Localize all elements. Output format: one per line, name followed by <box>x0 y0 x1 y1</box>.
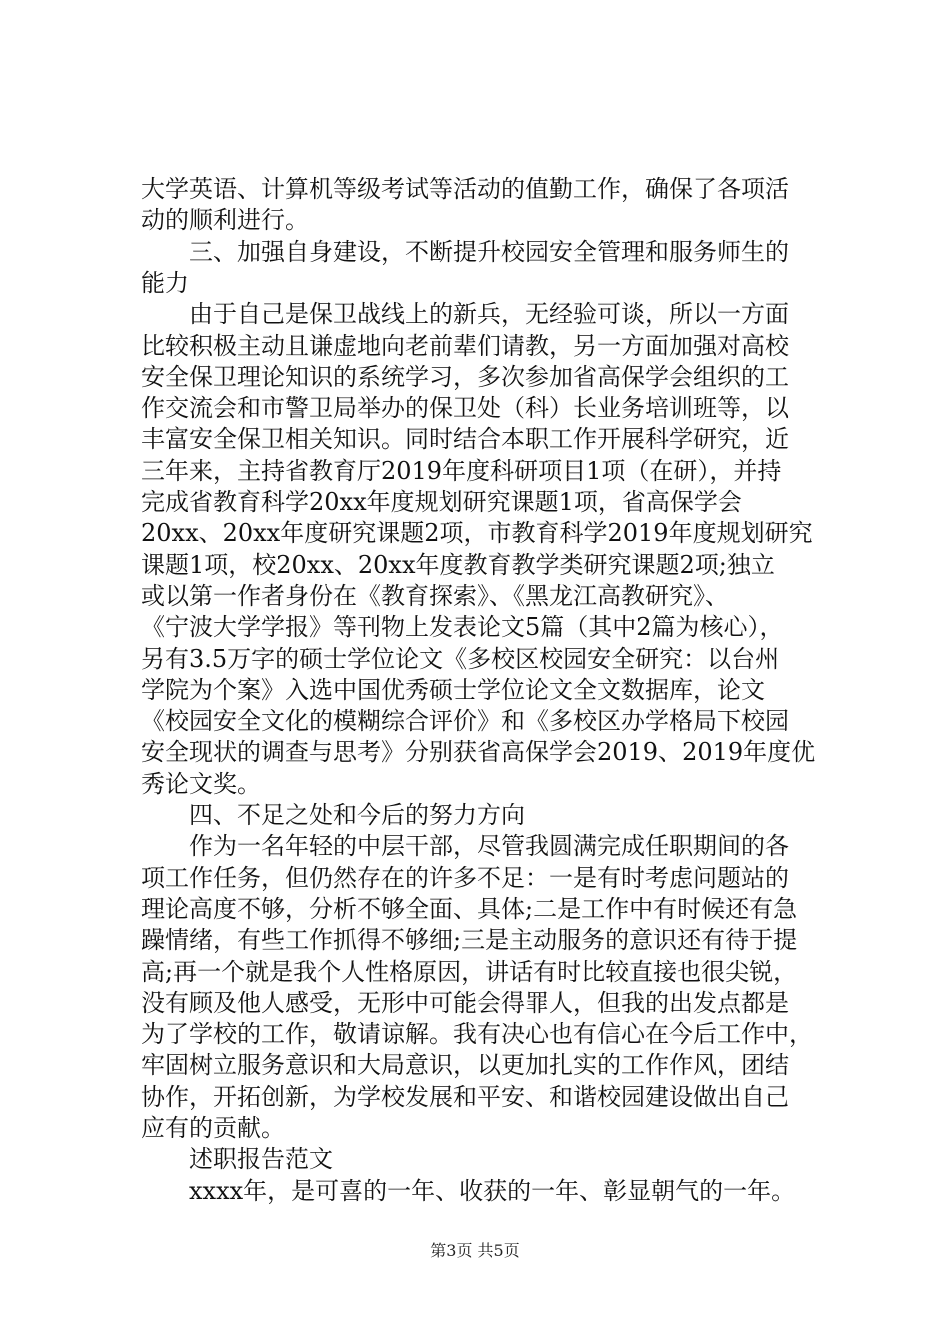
text-line: 动的顺利进行。 <box>141 206 309 234</box>
text-line: 述职报告范文 <box>189 1145 333 1173</box>
text-line: 项工作任务，但仍然存在的许多不足：一是有时考虑问题站的 <box>141 864 789 892</box>
text-line: 课题1项，校20xx、20xx年度教育教学类研究课题2项;独立 <box>141 551 775 579</box>
text-line: 能力 <box>141 269 189 297</box>
text-line: 应有的贡献。 <box>141 1114 285 1142</box>
text-line: 作为一名年轻的中层干部，尽管我圆满完成任职期间的各 <box>189 832 789 860</box>
text-line: 由于自己是保卫战线上的新兵，无经验可谈，所以一方面 <box>189 300 789 328</box>
text-line: 丰富安全保卫相关知识。同时结合本职工作开展科学研究，近 <box>141 425 789 453</box>
text-line: 协作，开拓创新，为学校发展和平安、和谐校园建设做出自己 <box>141 1083 789 1111</box>
text-line: 大学英语、计算机等级考试等活动的值勤工作，确保了各项活 <box>141 175 789 203</box>
text-line: 《校园安全文化的模糊综合评价》和《多校区办学格局下校园 <box>141 707 789 735</box>
text-line: 比较积极主动且谦虚地向老前辈们请教，另一方面加强对高校 <box>141 332 789 360</box>
text-line: 另有3.5万字的硕士学位论文《多校区校园安全研究：以台州 <box>141 645 780 673</box>
text-line: 三年来，主持省教育厅2019年度科研项目1项（在研），并持 <box>141 457 782 485</box>
text-line: 四、不足之处和今后的努力方向 <box>189 801 525 829</box>
text-line: 安全现状的调查与思考》分别获省高保学会2019、2019年度优 <box>141 738 816 766</box>
text-line: 安全保卫理论知识的系统学习，多次参加省高保学会组织的工 <box>141 363 789 391</box>
text-line: 为了学校的工作，敬请谅解。我有决心也有信心在今后工作中， <box>141 1020 813 1048</box>
text-line: 高;再一个就是我个人性格原因，讲话有时比较直接也很尖锐， <box>141 958 798 986</box>
text-line: 躁情绪，有些工作抓得不够细;三是主动服务的意识还有待于提 <box>141 926 798 954</box>
text-line: 牢固树立服务意识和大局意识，以更加扎实的工作作风，团结 <box>141 1051 789 1079</box>
text-line: 作交流会和市警卫局举办的保卫处（科）长业务培训班等，以 <box>141 394 789 422</box>
text-line: 没有顾及他人感受，无形中可能会得罪人，但我的出发点都是 <box>141 989 789 1017</box>
text-line: 20xx、20xx年度研究课题2项，市教育科学2019年度规划研究 <box>141 519 813 547</box>
text-line: 秀论文奖。 <box>141 770 261 798</box>
text-line: 三、加强自身建设，不断提升校园安全管理和服务师生的 <box>189 238 789 266</box>
text-line: xxxx年，是可喜的一年、收获的一年、彰显朝气的一年。 <box>189 1177 796 1205</box>
text-line: 《宁波大学学报》等刊物上发表论文5篇（其中2篇为核心）， <box>141 613 784 641</box>
text-line: 理论高度不够，分析不够全面、具体;二是工作中有时候还有急 <box>141 895 798 923</box>
text-line: 完成省教育科学20xx年度规划研究课题1项，省高保学会 <box>141 488 742 516</box>
text-line: 学院为个案》入选中国优秀硕士学位论文全文数据库，论文 <box>141 676 765 704</box>
text-line: 或以第一作者身份在《教育探索》、《黑龙江高教研究》、 <box>141 582 729 610</box>
page-number-footer: 第3页 共5页 <box>430 1241 520 1260</box>
